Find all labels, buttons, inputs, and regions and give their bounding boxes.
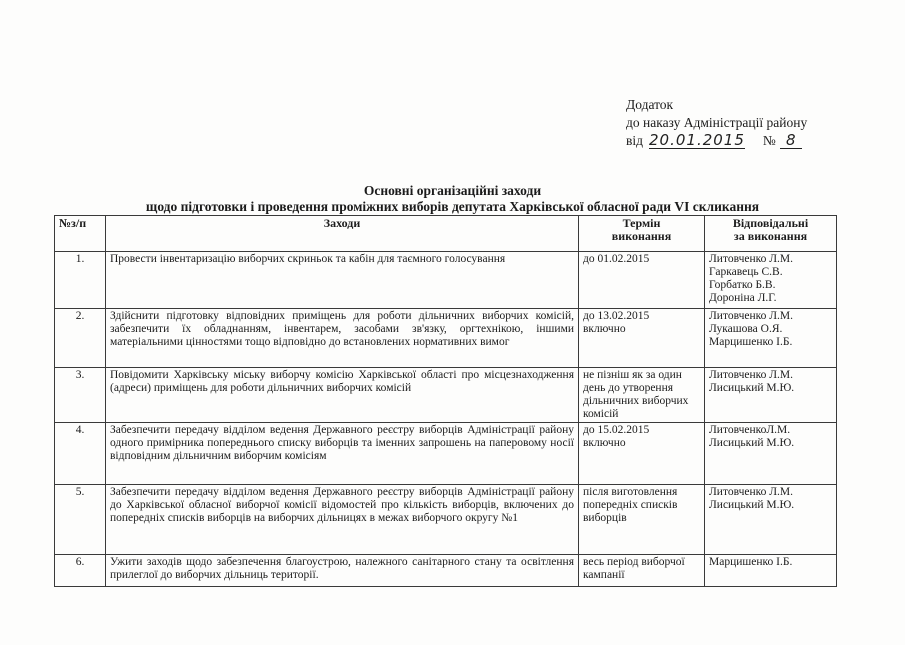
row-action: Забезпечити передачу відділом ведення Державного реєстру виборців Адміністрації району до Харківської обласної виборчої комісії відомостей про кількість виборців, включених до попередніх списків виборців на виборчих дільницях в межах виборчого округу №1 [106,485,579,555]
row-number: 1. [55,252,106,309]
header-number: №з/п [55,216,106,252]
responsible-person: Лисицький М.Ю. [709,499,795,511]
term-line: до 15.02.2015 [583,424,650,436]
measures-table [54,215,837,587]
date-prefix: від [626,133,643,148]
table-row [55,423,837,485]
order-date-line [626,132,896,150]
row-number: 6. [55,555,106,587]
responsible-person: Лисицький М.Ю. [709,437,795,449]
responsible-person: Лисицький М.Ю. [709,382,795,394]
table-row [55,485,837,555]
row-term [579,252,705,309]
row-number: 3. [55,368,106,423]
term-line: до 13.02.2015 [583,310,650,322]
row-number: 5. [55,485,106,555]
row-responsible [705,252,837,309]
row-number: 4. [55,423,106,485]
row-term [579,555,705,587]
header-action: Заходи [106,216,579,252]
row-responsible [705,555,837,587]
term-line: включно [583,437,626,449]
term-line: після виготовлення попередніх списків виборців [583,486,678,524]
addendum-title: Додаток [626,97,674,112]
row-term [579,485,705,555]
header-term-line2: виконання [611,229,672,243]
row-action: Повідомити Харківську міську виборчу комісію Харківської області про місцезнаходження (адреси) приміщень для роботи дільничних виборчих комісій [106,368,579,423]
responsible-person: Литовченко Л.М. [709,486,794,498]
row-term [579,368,705,423]
table-row [55,368,837,423]
row-responsible [705,423,837,485]
header-responsible [705,216,837,252]
row-action: Провести інвентаризацію виборчих скриньок та кабін для таємного голосування [106,252,579,309]
row-responsible [705,485,837,555]
responsible-person: Литовченко Л.М. [709,253,794,265]
table-row [55,555,837,587]
responsible-person: Гаркавець С.В. [709,266,783,278]
row-action: Здійснити підготовку відповідних приміщень для роботи дільничних виборчих комісій, забезпечити їх обладнанням, інвентарем, засобами зв'язку, оргтехнікою, іншими матеріальними цінностями тощо відповідно до встановлених нормативних вимог [106,309,579,368]
row-term [579,423,705,485]
responsible-person: Литовченко Л.М. [709,310,794,322]
responsible-person: Марцишенко І.Б. [709,336,793,348]
table-row [55,252,837,309]
table-row [55,309,837,368]
term-line: не пізніш як за один день до утворення дільничних виборчих комісій [583,369,689,420]
header-responsible-line1: Відповідальні [732,216,809,230]
responsible-person: Лукашова О.Я. [709,323,783,335]
document-title: Основні організаційні заходи [363,183,542,198]
row-responsible [705,368,837,423]
row-number: 2. [55,309,106,368]
row-responsible [705,309,837,368]
header-term [579,216,705,252]
row-action: Ужити заходів щодо забезпечення благоустрою, належного санітарного стану та освітлення прилеглої до виборчих дільниць території. [106,555,579,587]
responsible-person: Дороніна Л.Г. [709,292,777,304]
responsible-person: ЛитовченкоЛ.М. [709,424,791,436]
handwritten-date: 20.01.2015 [649,131,745,149]
term-line: включно [583,323,626,335]
order-reference: до наказу Адміністрації району [626,115,808,130]
responsible-person: Марцишенко І.Б. [709,556,793,568]
header-responsible-line2: за виконання [733,229,808,243]
responsible-person: Литовченко Л.М. [709,369,794,381]
term-line: весь період виборчої кампанії [583,556,685,581]
row-term [579,309,705,368]
header-term-line1: Термін [622,216,661,230]
table-header-row [55,216,837,252]
addendum-block [626,96,896,150]
term-line: до 01.02.2015 [583,253,650,265]
handwritten-number: 8 [780,132,802,149]
number-label: № [762,133,776,148]
responsible-person: Горбатко Б.В. [709,279,776,291]
row-action: Забезпечити передачу відділом ведення Державного реєстру виборців Адміністрації району одного примірника попереднього списку виборців та іменних запрошень на паперовому носії відповідним дільничним виборчим комісіям [106,423,579,485]
document-subtitle: щодо підготовки і проведення проміжних виборів депутата Харківської обласної ради VI скликання [145,199,760,214]
